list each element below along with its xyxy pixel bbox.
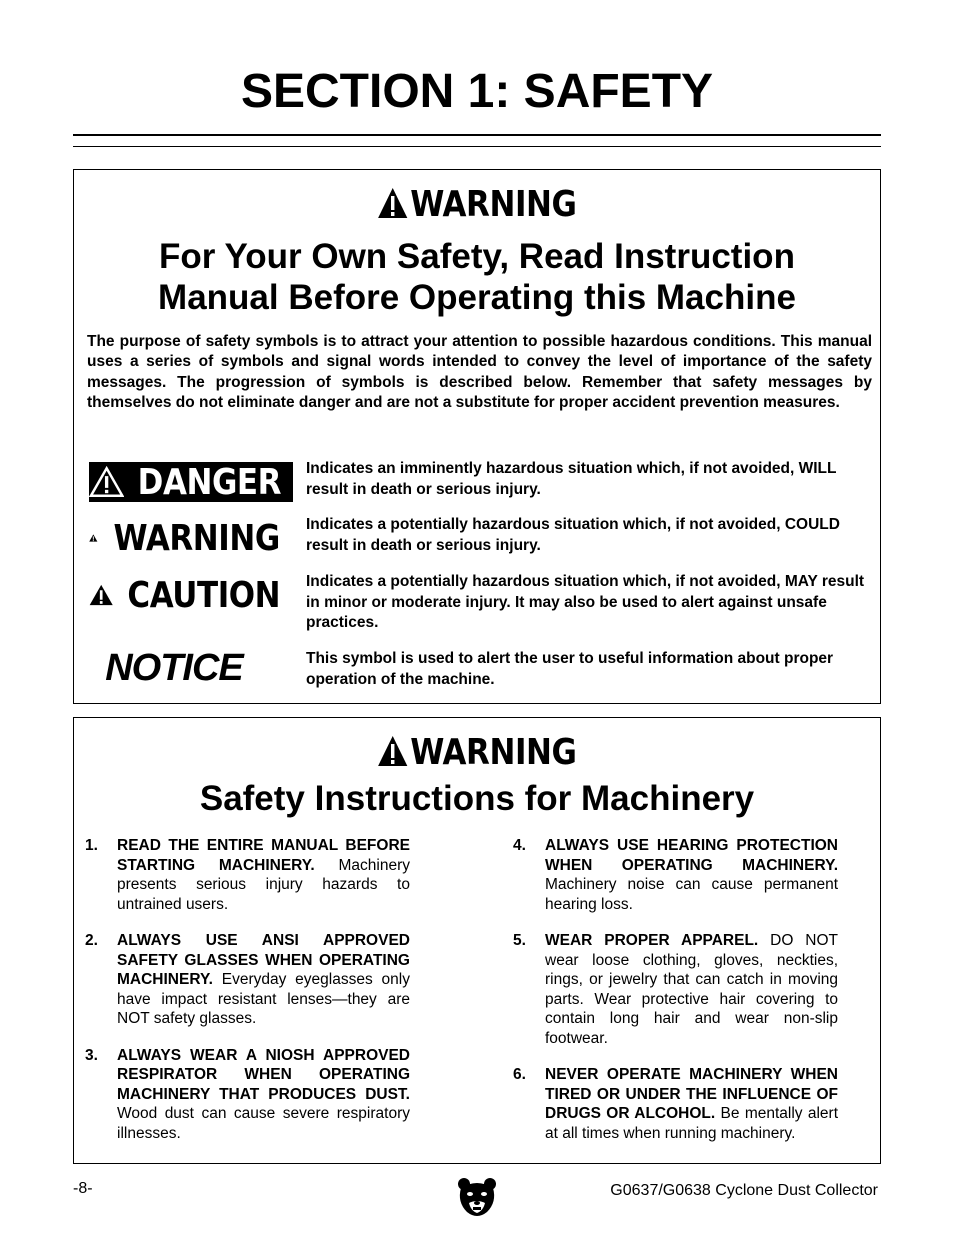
item-text: Everyday eyeglasses only have impact resistant lenses—they are NOT safety glasses. [117,971,410,1027]
bear-head-icon [457,1176,497,1220]
header-rule-thick [73,134,881,136]
item-number: 1. [85,837,98,854]
warning-triangle-icon [378,735,409,767]
safety-symbols-box [73,169,881,704]
box2-warning-header [130,732,823,773]
page-title: SECTION 1: SAFETY [240,65,714,118]
danger-word: DANGER [137,461,282,503]
instructions-column-left [85,836,410,1160]
document-title: G0637/G0638 Cyclone Dust Collector [610,1182,878,1199]
box1-heading [74,236,880,318]
item-heading: WEAR PROPER APPAREL. [545,932,759,949]
danger-label [89,462,293,502]
box1-warning-header [130,184,823,225]
item-heading: ALWAYS USE HEARING PROTECTION WHEN OPERATING MACHINERY. [545,837,838,874]
notice-description: This symbol is used to alert the user to useful information about proper operation of the machine. [306,650,834,688]
notice-label [94,648,254,688]
item-heading: READ THE ENTIRE MANUAL BEFORE STARTING MACHINERY. [117,837,410,874]
box1-intro-paragraph: The purpose of safety symbols is to attract your attention to possible hazardous conditions. This manual uses a series of symbols and signal words intended to convey the level of importance of the safety messages. The progression of symbols is described below. Remember that safety messages by themselves do not eliminate danger and are not a substitute for proper accident prevention measures. [87,333,872,411]
item-heading: NEVER OPERATE MACHINERY WHEN TIRED OR UNDER THE INFLUENCE OF DRUGS OR ALCOHOL. [545,1066,838,1122]
warning-word: WARNING [113,517,280,559]
box1-heading-line1: For Your Own Safety, Read Instruction [159,237,795,276]
warning-triangle-icon [89,466,124,498]
list-item [513,931,838,1048]
list-item [513,836,838,914]
warning-triangle-icon [378,187,409,219]
box2-heading: Safety Instructions for Machinery [199,779,755,818]
header-rule-thin [73,146,881,147]
box1-signal-word: WARNING [410,184,577,225]
page-number: -8- [73,1180,93,1197]
warning-label [89,518,293,558]
list-item [85,1046,410,1144]
list-item [85,931,410,1029]
item-text: DO NOT wear loose clothing, gloves, neckties, rings, or jewelry that can catch in moving parts. Wear protective hair covering to contain long hair and wear non-slip footwear. [545,932,838,1047]
warning-description: Indicates a potentially hazardous situation which, if not avoided, COULD result in death or serious injury. [306,516,840,554]
box1-heading-line2: Manual Before Operating this Machine [158,278,796,317]
item-text: Wood dust can cause severe respiratory illnesses. [117,1105,410,1142]
machinery-safety-box [73,717,881,1164]
list-item [85,836,410,914]
item-text: Machinery presents serious injury hazards to untrained users. [117,856,410,913]
danger-description: Indicates an imminently hazardous situation which, if not avoided, WILL result in death or serious injury. [306,460,837,498]
item-text: Machinery noise can cause permanent hearing loss. [545,876,838,913]
item-number: 4. [513,837,526,854]
item-text: Be mentally alert at all times when running machinery. [545,1105,838,1142]
item-heading: ALWAYS USE ANSI APPROVED SAFETY GLASSES WHEN OPERATING MACHINERY. [117,932,410,988]
item-number: 6. [513,1066,526,1083]
list-item [513,1065,838,1143]
box2-signal-word: WARNING [410,732,577,773]
notice-word: NOTICE [105,646,243,689]
item-heading: ALWAYS WEAR A NIOSH APPROVED RESPIRATOR WHEN OPERATING MACHINERY THAT PRODUCES DUST. [117,1046,410,1103]
warning-triangle-icon [89,522,98,554]
caution-label [89,575,293,615]
item-number: 3. [85,1046,98,1064]
warning-triangle-icon [89,579,113,611]
caution-word: CAUTION [127,574,281,616]
item-number: 5. [513,932,526,949]
item-number: 2. [85,932,98,949]
caution-description: Indicates a potentially hazardous situation which, if not avoided, MAY result in minor or moderate injury. It may also be used to alert against unsafe practices. [306,573,865,631]
instructions-column-right [513,836,838,1160]
